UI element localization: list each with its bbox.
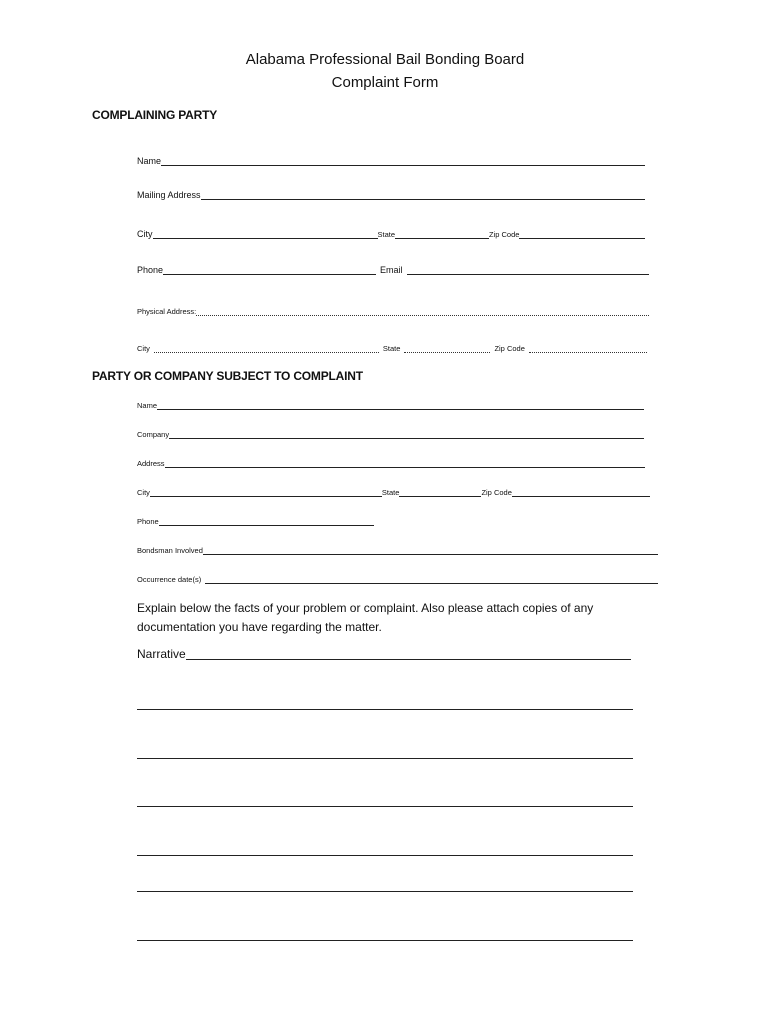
cp-email-label: Email — [380, 265, 403, 275]
cp-state-line[interactable] — [395, 237, 489, 239]
sp-city-row — [137, 487, 650, 498]
narrative-line-5[interactable] — [137, 855, 633, 856]
narrative-label: Narrative — [137, 647, 186, 661]
complaining-party-heading: COMPLAINING PARTY — [92, 108, 218, 122]
cp-city-row — [137, 229, 645, 240]
form-subtitle: Complaint Form — [331, 74, 439, 91]
cp-city2-row — [137, 343, 647, 354]
cp-phone-line[interactable] — [163, 273, 376, 275]
cp-state2-label: State — [382, 344, 401, 353]
narrative-line-4[interactable] — [137, 806, 633, 807]
sp-phone-label: Phone — [137, 517, 159, 526]
sp-zip-label: Zip Code — [481, 488, 512, 497]
form-title: Alabama Professional Bail Bonding Board — [245, 51, 525, 68]
sp-state-line[interactable] — [399, 495, 481, 497]
narrative-instructions: Explain below the facts of your problem or complaint. Also please attach copies of any documentation you have regarding the matter. — [137, 601, 594, 634]
sp-occurrence-field[interactable] — [137, 574, 658, 585]
cp-phone-label: Phone — [137, 265, 164, 275]
narrative-line-2[interactable] — [137, 709, 633, 710]
narrative-field[interactable] — [137, 647, 631, 661]
cp-email-line[interactable] — [407, 273, 649, 275]
cp-city2-line[interactable] — [154, 351, 379, 353]
subject-party-heading: PARTY OR COMPANY SUBJECT TO COMPLAINT — [92, 369, 363, 383]
sp-address-label: Address — [137, 459, 165, 468]
cp-city-label: City — [137, 229, 153, 239]
cp-physical-address-field[interactable] — [137, 306, 649, 317]
cp-city-line[interactable] — [153, 237, 378, 239]
cp-mailing-address-label: Mailing Address — [137, 190, 201, 200]
cp-physical-address-line[interactable] — [196, 314, 649, 316]
cp-zip2-label: Zip Code — [494, 344, 525, 353]
sp-phone-line[interactable] — [159, 524, 374, 526]
sp-occurrence-label: Occurrence date(s) — [137, 575, 202, 584]
cp-name-field[interactable] — [137, 156, 645, 167]
narrative-line-1[interactable] — [186, 658, 631, 660]
sp-name-line[interactable] — [157, 408, 644, 410]
sp-address-field[interactable] — [137, 458, 645, 469]
sp-bondsman-label: Bondsman Involved — [137, 546, 203, 555]
narrative-line-7[interactable] — [137, 940, 633, 941]
sp-name-label: Name — [137, 401, 158, 410]
sp-company-field[interactable] — [137, 429, 644, 440]
cp-name-line[interactable] — [161, 164, 645, 166]
sp-city-line[interactable] — [150, 495, 382, 497]
cp-zip-label: Zip Code — [489, 230, 520, 239]
sp-company-line[interactable] — [169, 437, 644, 439]
sp-phone-field[interactable] — [137, 516, 374, 527]
cp-state-label: State — [377, 230, 396, 239]
narrative-line-3[interactable] — [137, 758, 633, 759]
cp-state2-line[interactable] — [404, 351, 490, 353]
cp-name-label: Name — [137, 156, 162, 166]
cp-mailing-address-line[interactable] — [201, 198, 645, 200]
cp-phone-row — [137, 265, 649, 276]
narrative-line-6[interactable] — [137, 891, 633, 892]
sp-occurrence-line[interactable] — [205, 582, 658, 584]
sp-city-label: City — [137, 488, 150, 497]
sp-bondsman-line[interactable] — [203, 553, 658, 555]
sp-name-field[interactable] — [137, 400, 644, 411]
sp-bondsman-field[interactable] — [137, 545, 658, 556]
sp-company-label: Company — [137, 430, 170, 439]
cp-city2-label: City — [137, 344, 150, 353]
sp-zip-line[interactable] — [512, 495, 650, 497]
cp-zip-line[interactable] — [519, 237, 645, 239]
cp-physical-address-label: Physical Address: — [137, 307, 197, 316]
sp-state-label: State — [381, 488, 400, 497]
cp-mailing-address-field[interactable] — [137, 190, 645, 201]
sp-address-line[interactable] — [165, 466, 645, 468]
cp-zip2-line[interactable] — [529, 351, 647, 353]
